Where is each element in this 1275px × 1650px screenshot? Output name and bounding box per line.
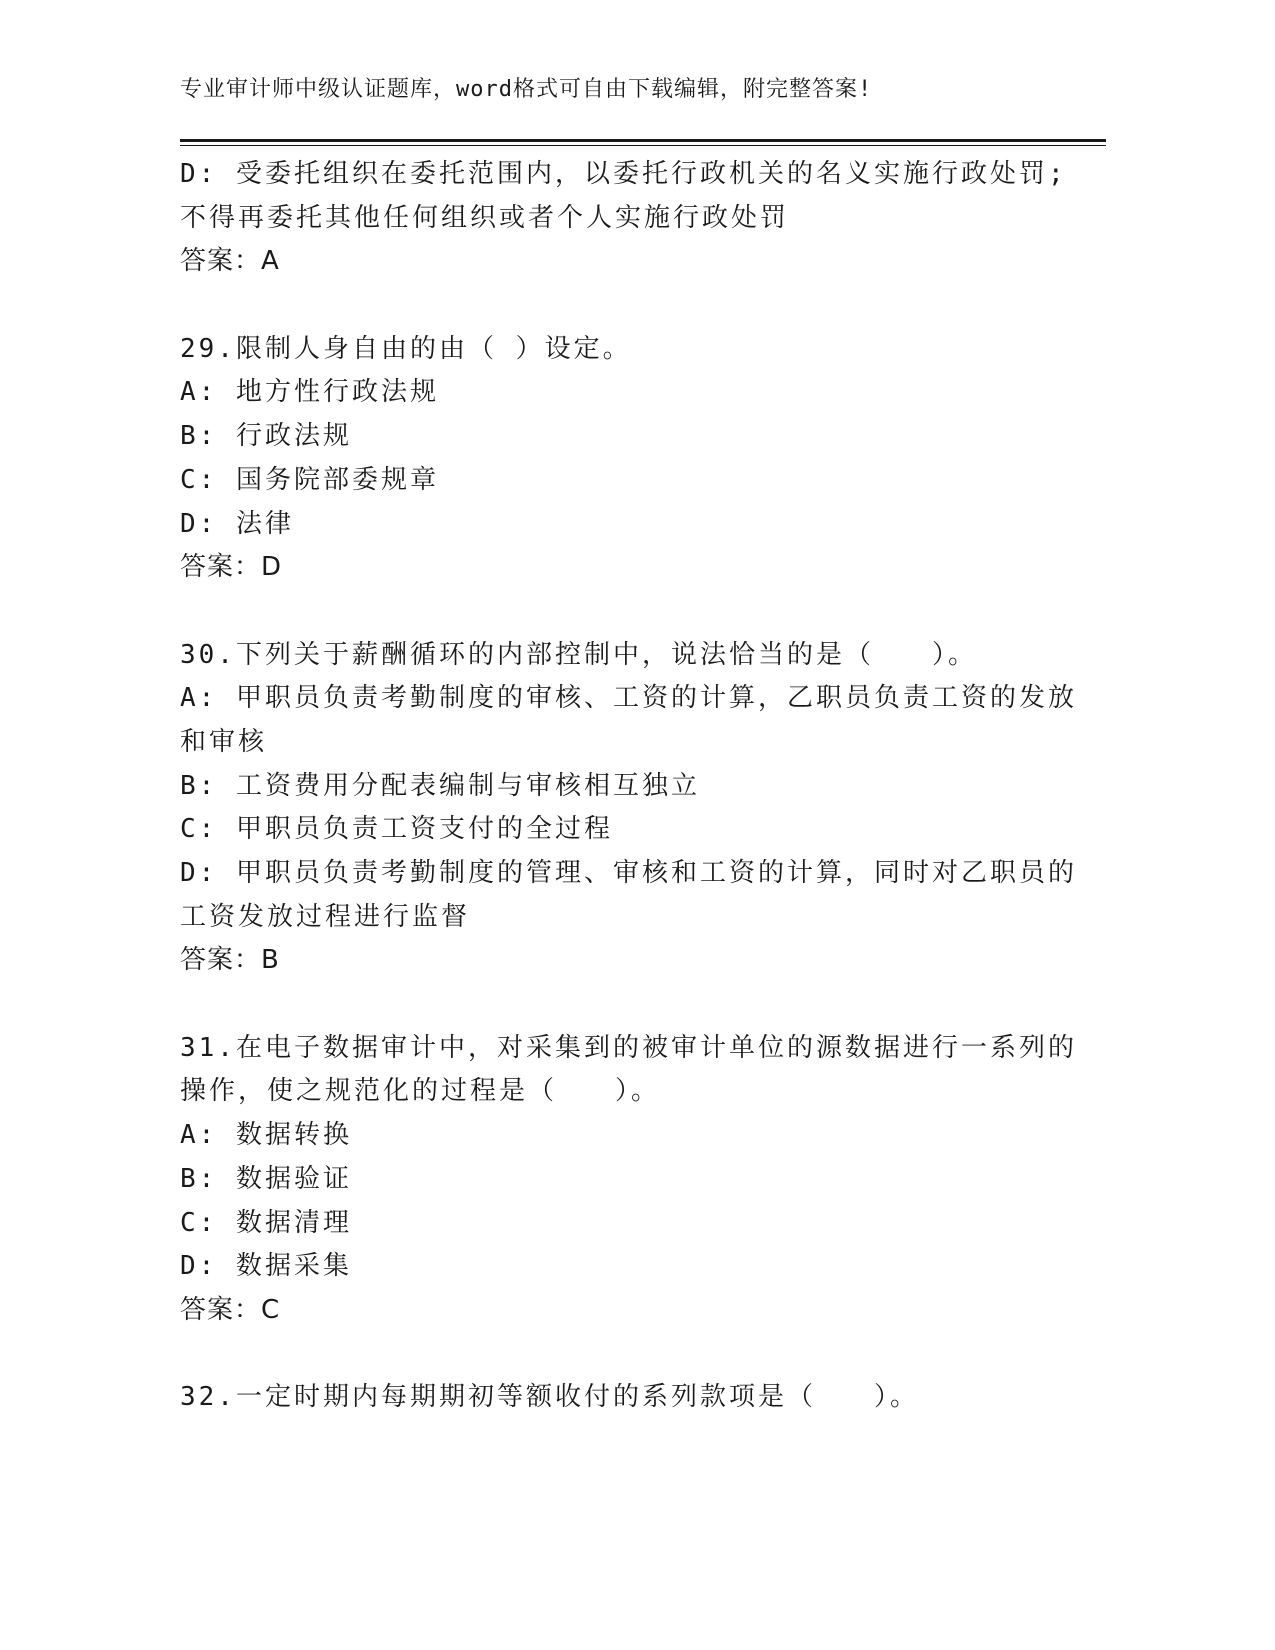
block-spacer [180, 590, 1040, 634]
header-rule-thick [180, 139, 1106, 142]
answer-line: 答案：B [180, 945, 280, 976]
block-spacer [180, 983, 1040, 1027]
question-line: A: 地方性行政法规 [180, 377, 439, 408]
question-line: D: 数据采集 [180, 1251, 352, 1282]
question-line: A: 甲职员负责考勤制度的审核、工资的计算，乙职员负责工资的发放 [180, 683, 1077, 714]
question-line: 和审核 [180, 726, 268, 757]
question-block [180, 328, 1040, 590]
question-block [180, 1376, 1040, 1420]
question-block [180, 1027, 1077, 1333]
question-line: C: 国务院部委规章 [180, 464, 439, 495]
header-rule-thin [180, 145, 1106, 146]
question-line: 30.下列关于薪酬循环的内部控制中，说法恰当的是（ ）。 [180, 639, 977, 670]
question-line: A: 数据转换 [180, 1120, 352, 1151]
question-line: B: 工资费用分配表编制与审核相互独立 [180, 770, 700, 801]
question-line: C: 数据清理 [180, 1207, 352, 1238]
question-block [180, 634, 1077, 984]
answer-line: 答案：C [180, 1294, 281, 1325]
block-spacer [180, 1333, 1040, 1377]
question-line: 不得再委托其他任何组织或者个人实施行政处罚 [180, 202, 790, 233]
question-line: D: 甲职员负责考勤制度的管理、审核和工资的计算，同时对乙职员的 [180, 858, 1077, 888]
question-line: 29.限制人身自由的由（ ）设定。 [180, 333, 632, 364]
block-spacer [180, 284, 1040, 328]
question-line: 操作，使之规范化的过程是（ ）。 [180, 1076, 661, 1107]
question-line: D: 法律 [180, 508, 294, 539]
question-line: 32.一定时期内每期期初等额收付的系列款项是（ ）。 [180, 1382, 919, 1413]
question-line: D: 受委托组织在委托范围内，以委托行政机关的名义实施行政处罚; [180, 159, 1067, 189]
question-line: C: 甲职员负责工资支付的全过程 [180, 814, 613, 845]
question-line: B: 数据验证 [180, 1163, 352, 1194]
question-content [180, 153, 1077, 1420]
answer-line: 答案：D [180, 552, 283, 583]
question-block [180, 153, 1067, 284]
question-line: 31.在电子数据审计中，对采集到的被审计单位的源数据进行一系列的 [180, 1032, 1077, 1063]
question-line: 工资发放过程进行监督 [180, 901, 471, 932]
answer-line: 答案：A [180, 246, 280, 277]
page-header: 专业审计师中级认证题库，word格式可自由下载编辑，附完整答案! [180, 77, 873, 102]
question-line: B: 行政法规 [180, 421, 352, 452]
